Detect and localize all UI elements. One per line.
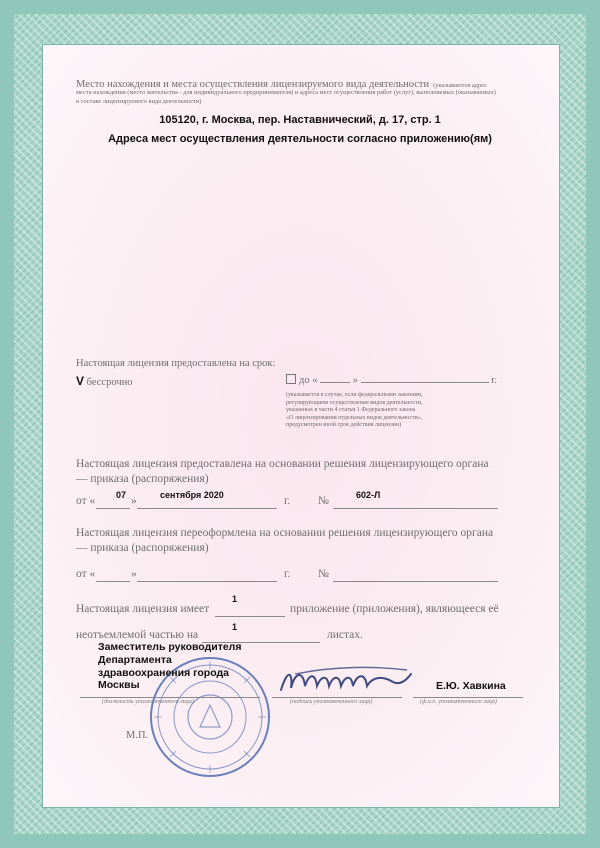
- handwritten-signature-icon: [275, 660, 420, 700]
- location-label: Место нахождения и места осуществления лицензируемого вида деятельности: [76, 79, 430, 90]
- term-until-label: до «: [299, 375, 318, 386]
- appendix-line1-start: Настоящая лицензия имеет: [76, 603, 210, 615]
- signatory-position-line2: Департамента: [98, 653, 172, 666]
- term-label: Настоящая лицензия предоставлена на срок:: [76, 358, 276, 369]
- basis-line2: — приказа (распоряжения): [76, 473, 209, 485]
- location-note-line3: в составе лицензируемого вида деятельности): [76, 98, 202, 105]
- caption-name: (ф.и.о. уполномоченного лица): [420, 699, 497, 705]
- basis-month-year: сентября 2020: [160, 490, 224, 500]
- reissue-close: »: [131, 568, 137, 580]
- basis-from: от «: [76, 495, 96, 507]
- signatory-position: [98, 641, 241, 692]
- basis-num-sign: №: [318, 495, 329, 507]
- appendix-line2-end: листах.: [327, 629, 363, 641]
- signatory-position-line4: Москвы: [98, 679, 140, 692]
- term-until-year: г.: [491, 375, 497, 386]
- basis-number: 602-Л: [356, 490, 381, 500]
- term-indefinite-label: бессрочно: [86, 377, 133, 388]
- basis-day: 07: [116, 490, 127, 500]
- reissue-g: г.: [284, 568, 291, 580]
- caption-position: (должность уполномоченного лица): [102, 699, 194, 705]
- reissue-from: от «: [76, 568, 96, 580]
- location-note-line2: места нахождения (место жительства - для индивидуального предпринимателя) и адреса мест осуществления работ (услуг), выполняемых (оказываемых): [76, 89, 496, 96]
- signatory-position-line3: здравоохранения города: [98, 666, 229, 679]
- appendix-count: 1: [232, 594, 238, 604]
- term-footnote: (указывается в случае, если федеральными законами, регулирующими осуществление видов деятельности, указанных в части 4 статьи 1 Федерального закона «О лицензировании отдельных видов деятельности», предусмотрен иной срок действия лицензии): [286, 392, 423, 429]
- reissue-line2: — приказа (распоряжения): [76, 542, 209, 554]
- signatory-name: Е.Ю. Хавкина: [436, 680, 506, 692]
- appendix-sheets: 1: [232, 622, 238, 632]
- term-until-option: [286, 374, 516, 386]
- caption-signature: (подпись уполномоченного лица): [290, 699, 373, 705]
- checkbox-icon: [286, 374, 296, 384]
- check-mark-icon: V: [76, 374, 85, 388]
- location-label-note: (указываются адрес: [433, 82, 487, 89]
- basis-g: г.: [284, 495, 291, 507]
- address-appendix-note: Адреса мест осуществления деятельности согласно приложению(ям): [108, 133, 492, 145]
- address-value: 105120, г. Москва, пер. Наставнический, д. 17, стр. 1: [159, 114, 441, 126]
- basis-line1: Настоящая лицензия предоставлена на основании решения лицензирующего органа: [76, 458, 489, 470]
- term-until-quote: »: [352, 375, 358, 386]
- signatory-position-line1: Заместитель руководителя: [98, 641, 242, 653]
- basis-close: »: [131, 495, 137, 507]
- appendix-line1-end: приложение (приложения), являющееся её: [290, 603, 499, 615]
- term-indefinite-option: [76, 374, 132, 388]
- reissue-num-sign: №: [318, 568, 329, 580]
- stamp-place-label: М.П.: [126, 730, 149, 741]
- reissue-line1: Настоящая лицензия переоформлена на основании решения лицензирующего органа: [76, 527, 494, 539]
- appendix-line2-start: неотъемлемой частью на: [76, 629, 199, 641]
